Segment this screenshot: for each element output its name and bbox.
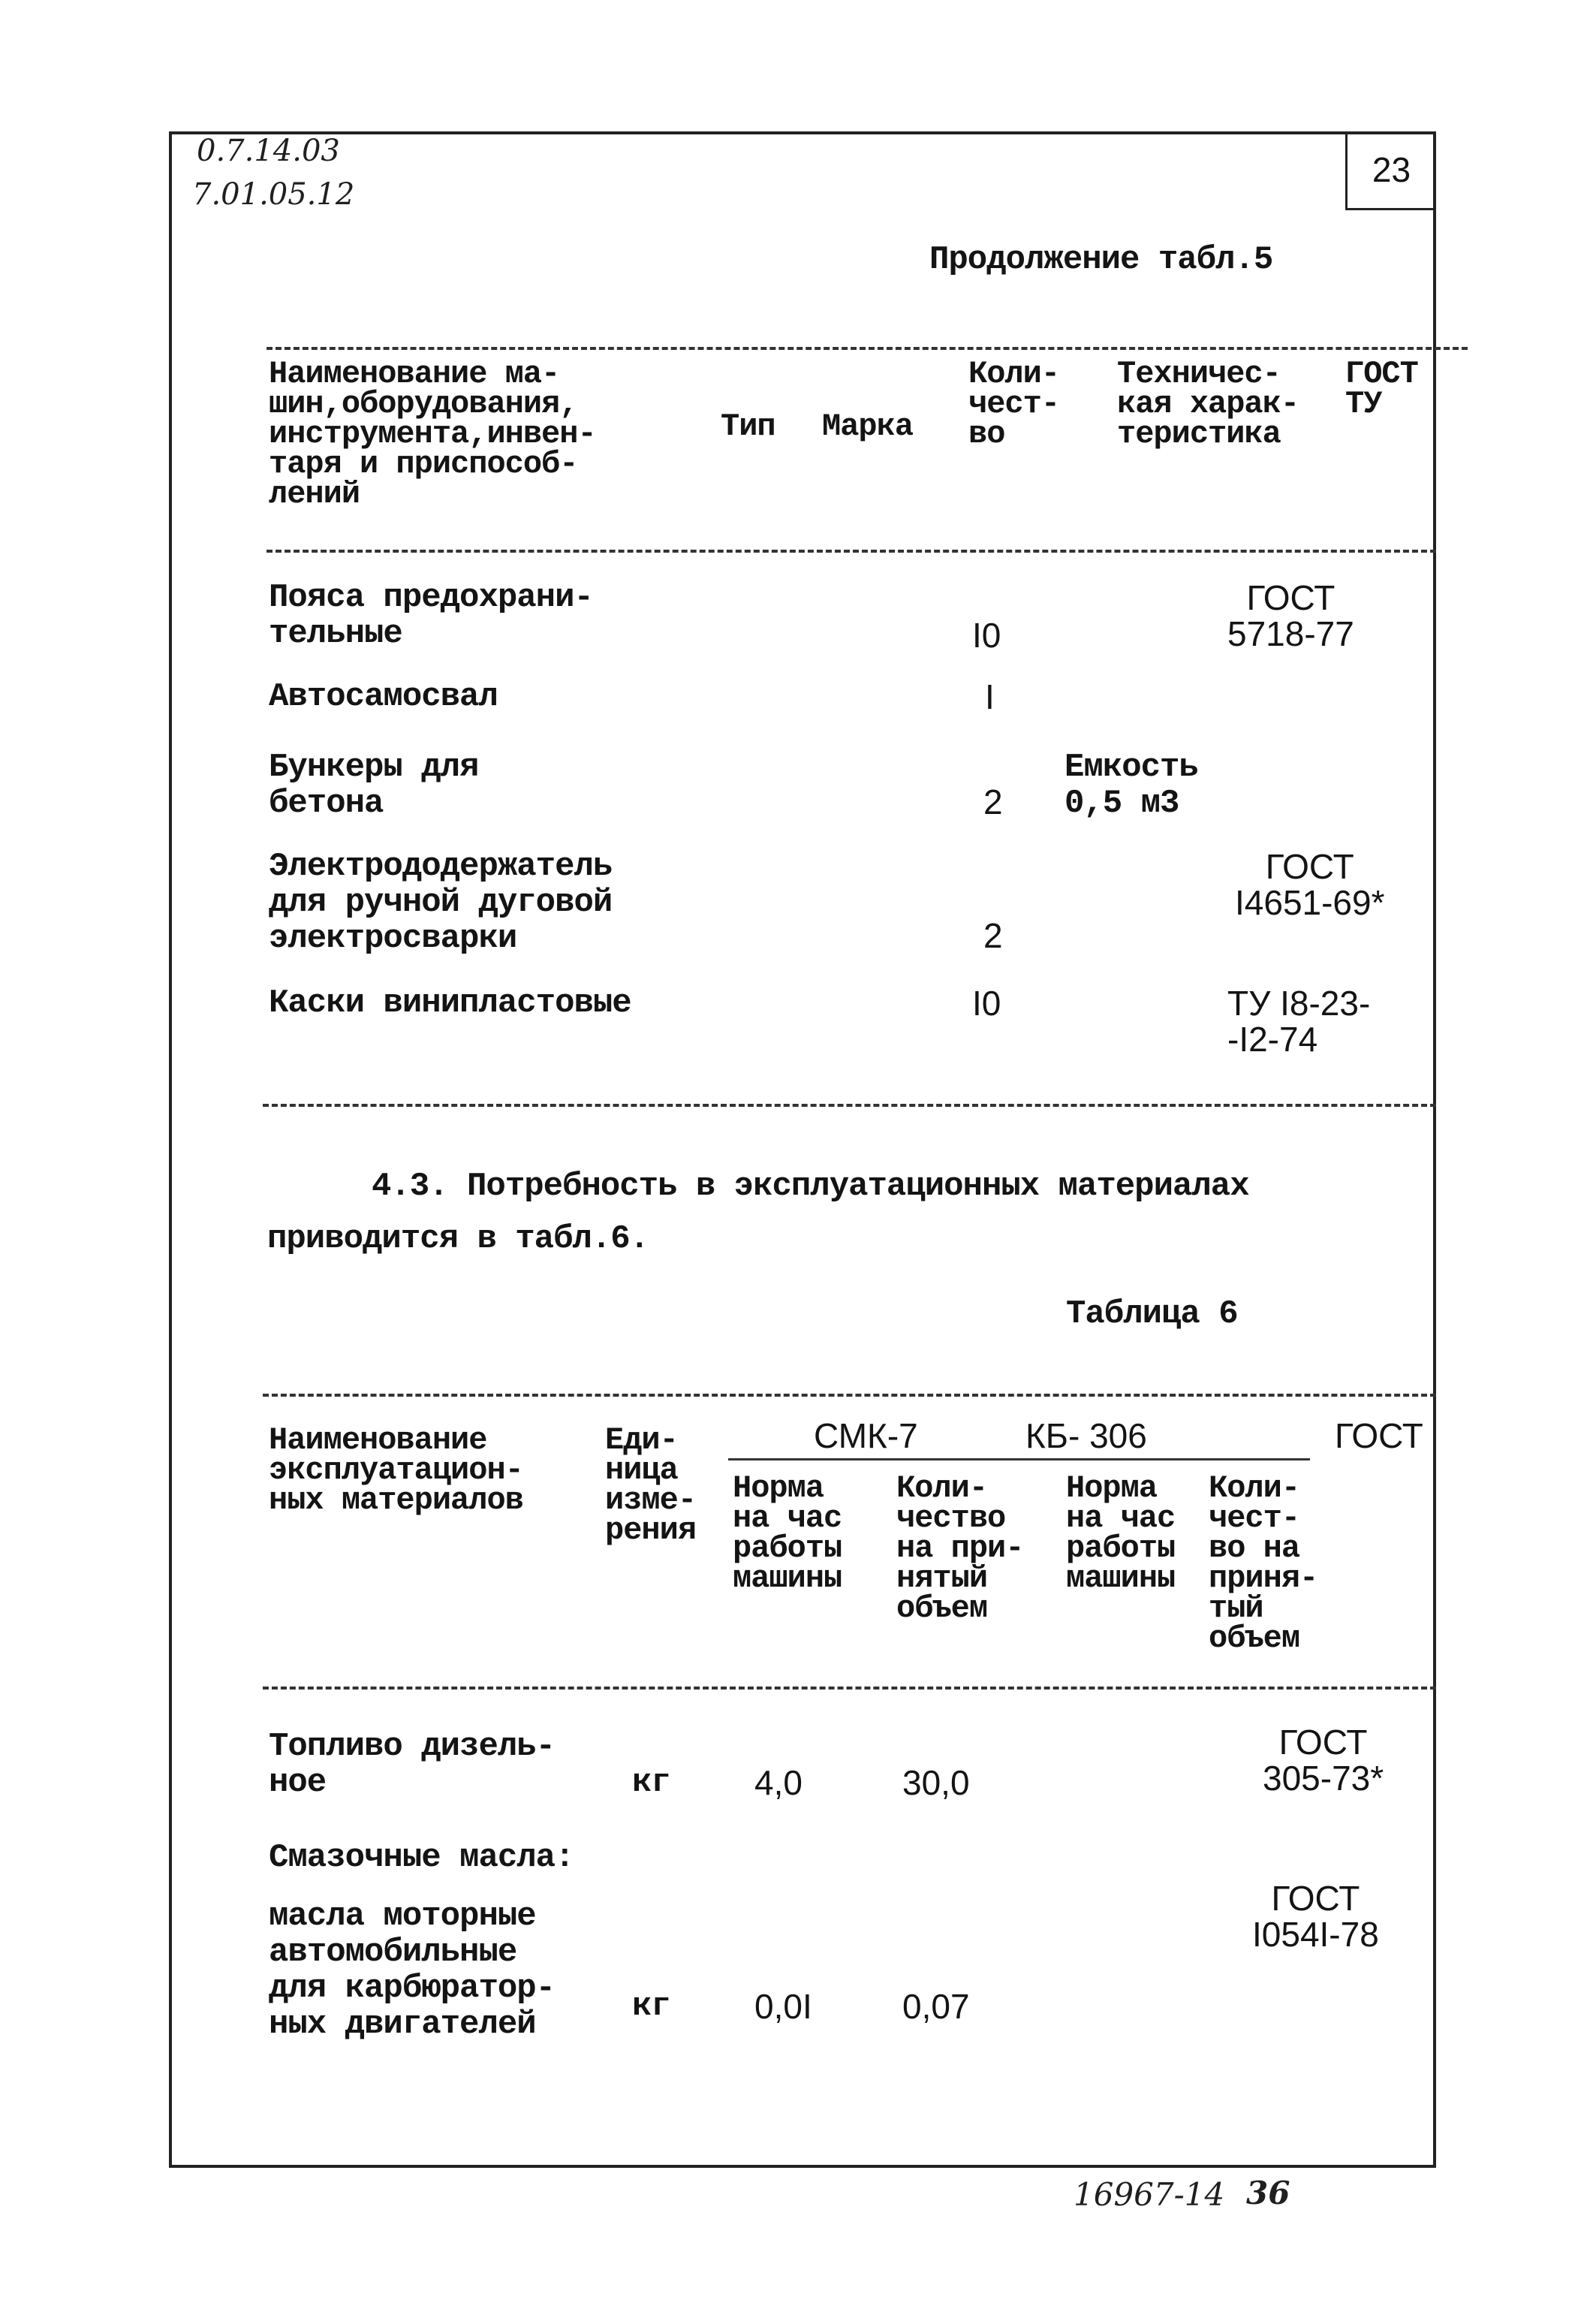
t5-row3-name: Бункеры для бетона: [269, 749, 479, 822]
t6-row3-norm1: 0,0I: [754, 1987, 812, 2026]
continuation-title: Продолжение табл.5: [929, 241, 1273, 279]
t5-header-tech: Техничес- кая харак- теристика: [1117, 356, 1299, 452]
page-number: 23: [1345, 131, 1435, 210]
t5-row5-gost: ТУ I8-23- -I2-74: [1227, 984, 1371, 1059]
t6-row1-unit: кг: [632, 1764, 670, 1801]
footer-stamp: 16967-14: [1074, 2176, 1225, 2213]
t5-row3-qty: 2: [983, 782, 1003, 821]
table6-title: Таблица 6: [1066, 1295, 1238, 1333]
table6-header-rule: [263, 1687, 1436, 1690]
t6-header-name: Наименование эксплуатацион- ных материалов: [269, 1422, 523, 1518]
t5-row2-qty: I: [985, 677, 995, 716]
t5-header-name: Наименование ма- шин,оборудования, инструмента,инвен- таря и приспособ- лений: [269, 356, 596, 512]
t6-row3-name: масла моторные автомобильные для карбюратор- ных двигателей: [269, 1898, 556, 2043]
t5-row1-name: Пояса предохрани- тельные: [269, 579, 593, 653]
t5-row4-gost: ГОСТ I4651-69*: [1235, 847, 1385, 922]
doc-code-2: 7.01.05.12: [192, 177, 355, 212]
t5-row2-name: Автосамосвал: [269, 678, 498, 716]
t6-row3-unit: кг: [632, 1988, 670, 2025]
t5-row5-name: Каски винипластовые: [269, 984, 631, 1022]
t5-row1-gost: ГОСТ 5718-77: [1227, 578, 1354, 653]
t6-header-gost: ГОСТ: [1335, 1416, 1423, 1455]
t6-row3-qty1: 0,07: [902, 1987, 970, 2026]
t5-header-brand: Марка: [822, 408, 914, 445]
t5-row1-qty: I0: [972, 616, 1001, 655]
t6-header-norm2: Норма на час работы машины: [1066, 1470, 1176, 1596]
t5-row5-qty: I0: [972, 984, 1001, 1023]
table5-top-rule: [267, 347, 1468, 350]
t6-row2-name: Смазочные масла:: [269, 1839, 574, 1876]
t5-header-type: Тип: [721, 408, 775, 445]
t6-header-unit: Еди- ница изме- рения: [605, 1422, 697, 1548]
t6-row1-name: Топливо дизель- ное: [269, 1728, 556, 1801]
t5-header-qty: Коли- чест- во: [968, 356, 1060, 452]
t6-header-norm1: Норма на час работы машины: [733, 1470, 842, 1596]
t6-header-qty2: Коли- чест- во на приня- тый объем: [1209, 1470, 1318, 1656]
t6-row1-qty1: 30,0: [902, 1763, 970, 1802]
t6-group-rule: [728, 1458, 1310, 1460]
t6-row1-norm1: 4,0: [754, 1763, 803, 1802]
table6-top-rule: [263, 1394, 1436, 1397]
t5-row3-tech: Емкость 0,5 м3: [1065, 749, 1198, 822]
table5-bottom-rule: [263, 1104, 1436, 1107]
t5-row4-qty: 2: [983, 916, 1003, 955]
t6-header-group2: КБ- 306: [1025, 1416, 1147, 1455]
t5-row4-name: Электрододержатель для ручной дуговой электросварки: [269, 848, 613, 957]
section-para-line1: 4.3. Потребность в эксплуатационных материалах: [372, 1168, 1249, 1205]
doc-code-1: 0.7.14.03: [197, 134, 340, 168]
t6-header-group1: СМК-7: [814, 1416, 918, 1455]
t6-row3-gost: ГОСТ I054I-78: [1252, 1879, 1379, 1954]
footer-page: 36: [1246, 2175, 1290, 2211]
t6-row1-gost: ГОСТ 305-73*: [1263, 1723, 1384, 1798]
section-para-line2: приводится в табл.6.: [267, 1220, 649, 1258]
t5-header-gost: ГОСТ ТУ: [1345, 356, 1418, 422]
table5-header-rule: [267, 550, 1436, 553]
t6-header-qty1: Коли- чество на при- нятый объем: [896, 1470, 1024, 1626]
